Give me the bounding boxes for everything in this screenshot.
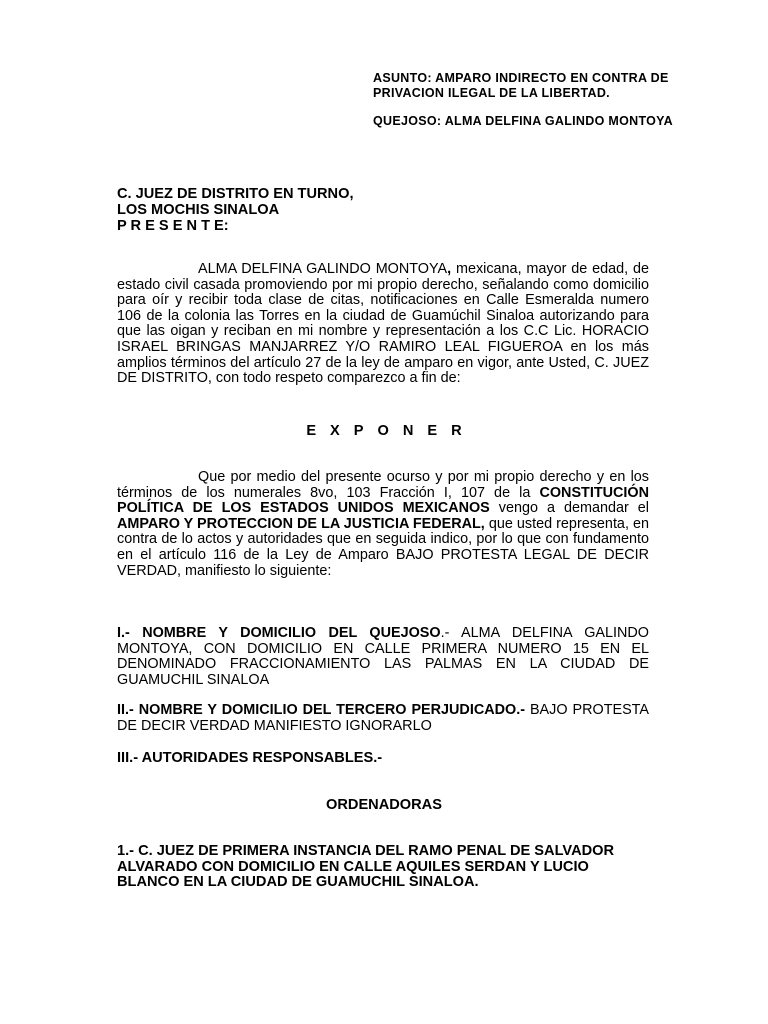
intro-paragraph-text: mexicana, mayor de edad, de estado civil casada promoviendo por mi propio derecho, señalando como domicilio para oír y recibir toda clase de citas, notificaciones en Calle Esmeralda numero 106 de la colonia las Torres en la ciudad de Guamúchil Sinaloa autorizando para que las oigan y reciban en mi nombre y representación a los C.C Lic. HORACIO ISRAEL BRINGAS MANJARREZ Y/O RAMIRO LEAL FIGUEROA en los más amplios términos del artículo 27 de la ley de amparo en vigor, ante Usted, C. JUEZ DE DISTRITO, con todo respeto comparezco a fin de: — [117, 261, 649, 387]
complainant-line: QUEJOSO: ALMA DELFINA GALINDO MONTOYA — [373, 114, 673, 128]
expose-text-1: Que por medio del presente ocurso y por mi propio derecho y en los términos de los numerales 8vo, 103 Fracción I, 107 de la — [117, 469, 649, 501]
addressee-block — [117, 186, 354, 234]
subject-block — [373, 71, 673, 142]
constitution-name: CONSTITUCIÓN POLÍTICA DE LOS ESTADOS UNIDOS MEXICANOS — [117, 484, 649, 517]
complainant-name-comma: , — [447, 261, 452, 277]
ordenadora-item-1: 1.- C. JUEZ DE PRIMERA INSTANCIA DEL RAMO PENAL DE SALVADOR ALVARADO CON DOMICILIO EN CALLE AQUILES SERDAN Y LUCIO BLANCO EN LA CIUDAD DE GUAMUCHIL SINALOA. — [117, 843, 615, 890]
section-complainant — [117, 626, 649, 688]
section-authorities-heading: III.- AUTORIDADES RESPONSABLES.- — [117, 750, 383, 766]
subject-line: ASUNTO: AMPARO INDIRECTO EN CONTRA DE PRIVACION ILEGAL DE LA LIBERTAD. — [373, 71, 669, 100]
intro-paragraph — [117, 262, 649, 387]
expose-text-2: vengo a demandar el — [489, 500, 649, 517]
addressee-presente: P R E S E N T E: — [117, 218, 229, 234]
expose-text-3: que usted representa, en contra de lo actos y autoridades que en seguida indico, por lo que con fundamento en el artículo 116 de la Ley de Amparo BAJO PROTESTA LEGAL DE DECIR VERDAD, manifiesto lo siguiente: — [117, 515, 649, 579]
ordenadoras-heading: ORDENADORAS — [326, 797, 442, 813]
complainant-name: ALMA DELFINA GALINDO MONTOYA — [198, 261, 448, 277]
expose-paragraph — [117, 470, 649, 579]
exponer-heading-text: EXPONER — [306, 423, 476, 439]
exponer-heading — [0, 423, 768, 439]
section-third-party-heading: II.- NOMBRE Y DOMICILIO DEL TERCERO PERJUDICADO.- — [117, 702, 525, 718]
section-third-party-text: BAJO PROTESTA DE DECIR VERDAD MANIFIESTO IGNORARLO — [117, 702, 649, 734]
section-complainant-text: .- ALMA DELFINA GALINDO MONTOYA, CON DOMICILIO EN CALLE PRIMERA NUMERO 15 EN EL DENOMINADO FRACCIONAMIENTO LAS PALMAS EN LA CIUDAD DE GUAMUCHIL SINALOA — [117, 625, 650, 688]
section-complainant-heading: I.- NOMBRE Y DOMICILIO DEL QUEJOSO — [117, 625, 441, 641]
addressee-title: C. JUEZ DE DISTRITO EN TURNO, — [117, 186, 354, 202]
addressee-location: LOS MOCHIS SINALOA — [117, 202, 280, 218]
amparo-request: AMPARO Y PROTECCION DE LA JUSTICIA FEDERAL, — [117, 515, 485, 532]
section-third-party — [117, 703, 649, 734]
